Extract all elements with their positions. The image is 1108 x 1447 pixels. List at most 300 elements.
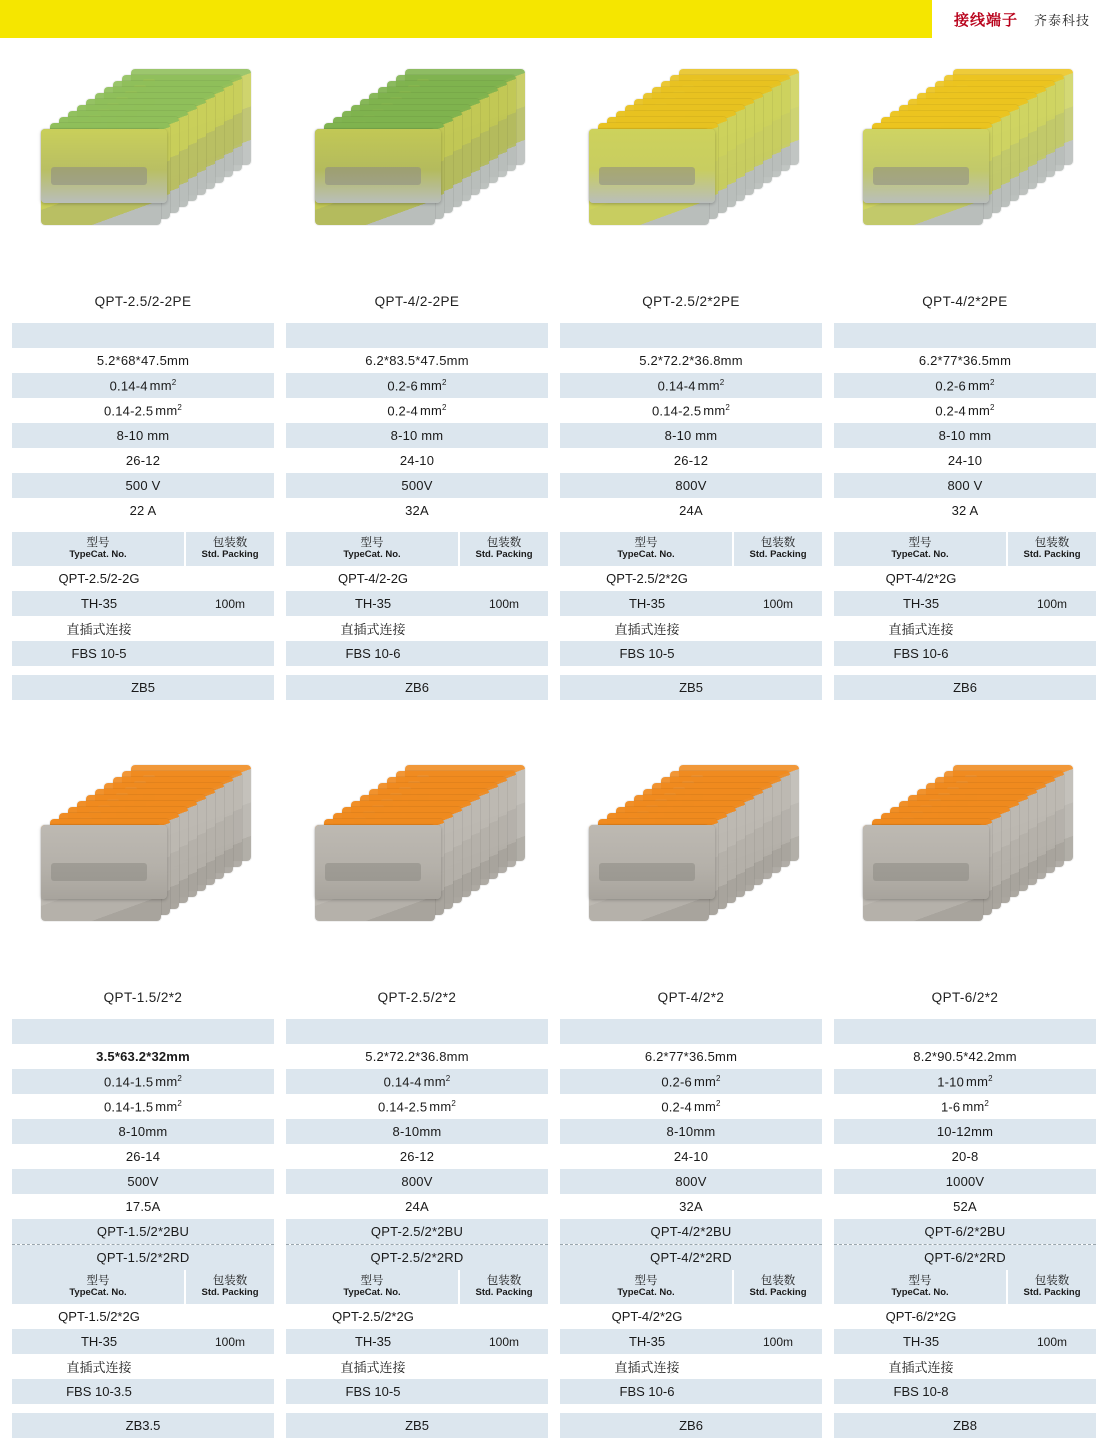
spacer [560, 666, 822, 675]
spec-row [286, 1144, 548, 1169]
spec-value: 0.2-4 $mm^2$ [661, 1098, 721, 1115]
packing-type-header-cn: 型号 [360, 1274, 384, 1287]
packing-type-header-cn: 型号 [634, 1274, 658, 1287]
spec-row [12, 498, 274, 523]
product-title: QPT-4/2*2 [657, 990, 725, 1005]
packing-row [12, 1304, 274, 1329]
packing-row [12, 616, 274, 641]
packing-qty-header [1008, 1270, 1096, 1304]
product-title: QPT-4/2*2PE [922, 294, 1008, 309]
spec-row [560, 1044, 822, 1069]
spec-row [286, 1119, 548, 1144]
packing-row [834, 1354, 1096, 1379]
spec-row [834, 1169, 1096, 1194]
packing-qty-cell [186, 616, 274, 641]
spec-value: 26-12 [399, 1149, 435, 1164]
terminal-block-illustration [581, 63, 801, 263]
packing-type-header [560, 532, 734, 566]
spec-row [12, 1069, 274, 1094]
color-variants [560, 1219, 822, 1270]
spec-value: 52A [953, 1199, 977, 1214]
packing-qty-cell [734, 1354, 822, 1379]
packing-type-header-en: TypeCat. No. [343, 1287, 401, 1299]
packing-row [560, 566, 822, 591]
packing-row [560, 1379, 822, 1404]
spec-value: 6.2*77*36.5mm [918, 353, 1012, 368]
spec-value: 32A [405, 503, 429, 518]
packing-row [286, 616, 548, 641]
spec-row [286, 323, 548, 348]
spec-row [12, 1194, 274, 1219]
packing-type-cell: TH-35 [286, 1329, 460, 1354]
spec-value: 1-10 $mm^2$ [937, 1073, 993, 1090]
packing-qty-cell: 100m [1008, 591, 1096, 616]
spec-row [834, 423, 1096, 448]
variant-bu: QPT-2.5/2*2BU [286, 1219, 548, 1244]
spec-value: 0.14-2.5 $mm^2$ [103, 402, 183, 419]
spec-value: 8-10 mm [390, 428, 444, 443]
packing-type-cell: 直插式连接 [66, 1360, 132, 1375]
spec-row [834, 498, 1096, 523]
packing-type-cell: 直插式连接 [614, 622, 680, 637]
product-column [280, 734, 554, 1438]
packing-row [286, 1354, 548, 1379]
spec-row [560, 373, 822, 398]
spec-row [12, 1144, 274, 1169]
spec-value: 0.14-4 $mm^2$ [109, 377, 177, 394]
zb-accessory: ZB5 [560, 675, 822, 700]
packing-qty-cell [1008, 641, 1096, 666]
spec-row [560, 423, 822, 448]
spec-row [12, 323, 274, 348]
product-column [828, 38, 1102, 700]
product-column [554, 38, 828, 700]
color-variants [834, 1219, 1096, 1270]
spec-value: 8.2*90.5*42.2mm [913, 1049, 1017, 1064]
spec-row [834, 1144, 1096, 1169]
packing-type-cell: QPT-2.5/2*2G [606, 571, 688, 586]
spec-row [834, 1019, 1096, 1044]
zb-accessory: ZB6 [286, 675, 548, 700]
zb-accessory: ZB8 [834, 1413, 1096, 1438]
terminal-block-illustration [307, 63, 527, 263]
terminal-block-illustration [307, 759, 527, 959]
spacer [12, 1404, 274, 1413]
product-title: QPT-2.5/2*2 [377, 990, 457, 1005]
packing-table-header [286, 532, 548, 566]
packing-qty-header-cn: 包装数 [760, 1274, 796, 1287]
spec-row [560, 1169, 822, 1194]
spec-value: 0.14-1.5 $mm^2$ [103, 1073, 183, 1090]
spec-value: 8-10 mm [116, 428, 170, 443]
packing-qty-header [734, 1270, 822, 1304]
packing-type-header [834, 532, 1008, 566]
product-photo [834, 734, 1096, 984]
spec-value: 32A [679, 1199, 703, 1214]
packing-qty-cell [460, 616, 548, 641]
spec-value: 1-6 $mm^2$ [940, 1098, 990, 1115]
terminal-block-illustration [33, 63, 253, 263]
packing-type-header-en: TypeCat. No. [69, 549, 127, 561]
spec-row [12, 448, 274, 473]
packing-qty-header-en: Std. Packing [1023, 549, 1081, 561]
spec-row [834, 1044, 1096, 1069]
packing-qty-header-cn: 包装数 [212, 536, 248, 549]
packing-row [560, 1304, 822, 1329]
packing-type-cell: QPT-2.5/2*2G [332, 1309, 414, 1324]
product-photo [12, 734, 274, 984]
zb-accessory: ZB6 [560, 1413, 822, 1438]
packing-type-cell: QPT-1.5/2*2G [58, 1309, 140, 1324]
spec-value: 800V [675, 478, 707, 493]
packing-qty-header [460, 1270, 548, 1304]
packing-type-header-cn: 型号 [908, 1274, 932, 1287]
spec-value: 0.14-4 $mm^2$ [657, 377, 725, 394]
spec-row [834, 1069, 1096, 1094]
spec-row [286, 473, 548, 498]
spec-value: 800V [675, 1174, 707, 1189]
spec-value: 5.2*72.2*36.8mm [639, 353, 743, 368]
spec-row [560, 498, 822, 523]
packing-qty-cell: 100m [460, 1329, 548, 1354]
block-pe [0, 38, 1108, 700]
spec-value: 10-12mm [936, 1124, 994, 1139]
spec-value: 6.2*77*36.5mm [644, 1049, 738, 1064]
header-company-label: 齐泰科技 [1033, 12, 1090, 28]
packing-qty-header [1008, 532, 1096, 566]
packing-table-header [834, 1270, 1096, 1304]
spacer [12, 523, 274, 532]
packing-row [286, 1304, 548, 1329]
spec-row [12, 1019, 274, 1044]
header-category-label: 接线端子 [953, 11, 1018, 29]
packing-row [12, 1379, 274, 1404]
packing-qty-header-cn: 包装数 [1034, 536, 1070, 549]
packing-type-header-en: TypeCat. No. [891, 1287, 949, 1299]
packing-row [560, 1354, 822, 1379]
packing-qty-header [186, 532, 274, 566]
packing-type-header-cn: 型号 [360, 536, 384, 549]
packing-table-header [286, 1270, 548, 1304]
product-column [554, 734, 828, 1438]
packing-type-cell: 直插式连接 [340, 1360, 406, 1375]
spec-row [286, 348, 548, 373]
spacer [834, 666, 1096, 675]
spec-row [834, 1194, 1096, 1219]
packing-row [834, 566, 1096, 591]
packing-qty-cell [460, 566, 548, 591]
packing-type-cell: QPT-4/2*2G [885, 571, 957, 586]
product-title: QPT-2.5/2*2PE [642, 294, 740, 309]
spec-row [286, 373, 548, 398]
spec-value: 22 A [129, 503, 157, 518]
spec-value: 8-10mm [118, 1124, 168, 1139]
packing-qty-header [460, 532, 548, 566]
spec-row [286, 423, 548, 448]
catalog-content [0, 38, 1108, 1438]
product-photo [286, 38, 548, 288]
packing-row [834, 616, 1096, 641]
spec-row [12, 1119, 274, 1144]
product-column [6, 734, 280, 1438]
packing-type-cell: QPT-4/2-2G [337, 571, 409, 586]
spec-value: 24A [679, 503, 703, 518]
packing-qty-cell [460, 641, 548, 666]
spec-value: 0.2-4 $mm^2$ [935, 402, 995, 419]
packing-type-cell: FBS 10-6 [286, 641, 460, 666]
spec-row [560, 398, 822, 423]
packing-qty-header-en: Std. Packing [749, 1287, 807, 1299]
packing-row [286, 1329, 548, 1354]
packing-row [286, 1379, 548, 1404]
packing-type-cell: FBS 10-5 [560, 641, 734, 666]
packing-qty-header-cn: 包装数 [760, 536, 796, 549]
spec-row [834, 1094, 1096, 1119]
product-photo [12, 38, 274, 288]
product-photo [560, 734, 822, 984]
spec-stripes [834, 323, 1096, 523]
packing-type-header-cn: 型号 [86, 536, 110, 549]
variant-bu: QPT-1.5/2*2BU [12, 1219, 274, 1244]
zb-accessory: ZB5 [286, 1413, 548, 1438]
packing-type-cell: FBS 10-3.5 [12, 1379, 186, 1404]
packing-type-cell: 直插式连接 [614, 1360, 680, 1375]
packing-type-cell: FBS 10-5 [12, 641, 186, 666]
variant-rd: QPT-2.5/2*2RD [286, 1245, 548, 1270]
packing-qty-cell: 100m [460, 591, 548, 616]
packing-qty-header-cn: 包装数 [1034, 1274, 1070, 1287]
spacer [834, 523, 1096, 532]
packing-qty-header [734, 532, 822, 566]
packing-qty-header-en: Std. Packing [475, 1287, 533, 1299]
spacer [12, 666, 274, 675]
packing-qty-cell [186, 566, 274, 591]
spec-stripes [286, 323, 548, 523]
packing-qty-cell [460, 1354, 548, 1379]
spec-row [12, 1169, 274, 1194]
packing-qty-cell [1008, 1379, 1096, 1404]
packing-qty-header-cn: 包装数 [486, 1274, 522, 1287]
spec-row [286, 448, 548, 473]
packing-row [12, 566, 274, 591]
spec-row [834, 348, 1096, 373]
spec-row [834, 448, 1096, 473]
spec-row [286, 1069, 548, 1094]
spacer [834, 1404, 1096, 1413]
packing-type-cell: 直插式连接 [888, 1360, 954, 1375]
header-brand-area [932, 0, 1108, 38]
packing-type-header-cn: 型号 [86, 1274, 110, 1287]
spec-row [560, 1094, 822, 1119]
spec-row [12, 348, 274, 373]
packing-type-cell: 直插式连接 [888, 622, 954, 637]
packing-type-cell: 直插式连接 [66, 622, 132, 637]
spec-value: 6.2*83.5*47.5mm [365, 353, 469, 368]
packing-row [12, 591, 274, 616]
packing-type-header-cn: 型号 [908, 536, 932, 549]
spec-value: 17.5A [125, 1199, 161, 1214]
spec-row [560, 1194, 822, 1219]
packing-type-header [12, 532, 186, 566]
packing-row [12, 641, 274, 666]
variant-bu: QPT-4/2*2BU [560, 1219, 822, 1244]
packing-qty-cell: 100m [734, 591, 822, 616]
packing-type-header-en: TypeCat. No. [343, 549, 401, 561]
spec-row [560, 348, 822, 373]
color-variants [286, 1219, 548, 1270]
spec-value: 24-10 [399, 453, 435, 468]
packing-qty-cell: 100m [1008, 1329, 1096, 1354]
product-column [280, 38, 554, 700]
spec-value: 0.14-4 $mm^2$ [383, 1073, 451, 1090]
packing-table-header [560, 532, 822, 566]
packing-type-cell: FBS 10-8 [834, 1379, 1008, 1404]
product-column [6, 38, 280, 700]
block-grey [0, 734, 1108, 1438]
block-spacer [0, 700, 1108, 734]
packing-type-cell: QPT-2.5/2-2G [58, 571, 140, 586]
packing-type-header-en: TypeCat. No. [617, 549, 675, 561]
packing-row [286, 591, 548, 616]
packing-row [834, 591, 1096, 616]
packing-row [560, 616, 822, 641]
product-title: QPT-2.5/2-2PE [94, 294, 192, 309]
spec-stripes [12, 1019, 274, 1219]
terminal-block-illustration [581, 759, 801, 959]
packing-type-cell: TH-35 [560, 591, 734, 616]
packing-type-cell: FBS 10-6 [834, 641, 1008, 666]
zb-accessory: ZB5 [12, 675, 274, 700]
packing-qty-cell [186, 641, 274, 666]
spec-value: 24-10 [947, 453, 983, 468]
spec-value: 5.2*72.2*36.8mm [365, 1049, 469, 1064]
packing-qty-header-en: Std. Packing [749, 549, 807, 561]
spec-row [560, 323, 822, 348]
spacer [560, 523, 822, 532]
product-title: QPT-4/2-2PE [374, 294, 460, 309]
packing-qty-cell [186, 1379, 274, 1404]
spec-value: 26-12 [125, 453, 161, 468]
spec-value: 24-10 [673, 1149, 709, 1164]
spec-row [560, 1019, 822, 1044]
spec-row [560, 1069, 822, 1094]
spec-row [286, 398, 548, 423]
packing-qty-cell [734, 641, 822, 666]
spec-value: 24A [405, 1199, 429, 1214]
spec-row [12, 1094, 274, 1119]
packing-qty-header-en: Std. Packing [201, 549, 259, 561]
spec-row [834, 1119, 1096, 1144]
spec-value: 8-10mm [392, 1124, 442, 1139]
packing-type-cell: FBS 10-6 [560, 1379, 734, 1404]
spec-row [286, 498, 548, 523]
packing-type-header [560, 1270, 734, 1304]
spec-row [12, 373, 274, 398]
spec-value: 500V [127, 1174, 159, 1189]
spec-stripes [834, 1019, 1096, 1219]
spec-row [560, 1144, 822, 1169]
packing-type-cell: TH-35 [834, 591, 1008, 616]
variant-rd: QPT-6/2*2RD [834, 1245, 1096, 1270]
packing-row [286, 566, 548, 591]
spacer [286, 1404, 548, 1413]
packing-qty-cell [460, 1379, 548, 1404]
packing-table-header [560, 1270, 822, 1304]
product-title: QPT-1.5/2*2 [103, 990, 183, 1005]
packing-row [834, 1304, 1096, 1329]
spec-value: 3.5*63.2*32mm [96, 1049, 190, 1064]
packing-row [834, 1329, 1096, 1354]
packing-type-header [286, 532, 460, 566]
spec-value: 500 V [125, 478, 161, 493]
packing-qty-header-cn: 包装数 [212, 1274, 248, 1287]
packing-type-cell: FBS 10-5 [286, 1379, 460, 1404]
packing-row [834, 1379, 1096, 1404]
product-photo [560, 38, 822, 288]
packing-type-cell: QPT-6/2*2G [885, 1309, 957, 1324]
packing-qty-header-cn: 包装数 [486, 536, 522, 549]
spacer [560, 1404, 822, 1413]
spec-value: 500V [401, 478, 433, 493]
packing-table-header [12, 1270, 274, 1304]
packing-row [560, 591, 822, 616]
packing-qty-cell [734, 566, 822, 591]
spec-row [834, 473, 1096, 498]
spec-stripes [12, 323, 274, 523]
spec-value: 8-10mm [666, 1124, 716, 1139]
spec-stripes [560, 1019, 822, 1219]
spec-row [286, 1094, 548, 1119]
product-photo [286, 734, 548, 984]
spec-value: 800V [401, 1174, 433, 1189]
spec-value: 0.2-4 $mm^2$ [387, 402, 447, 419]
packing-qty-header-en: Std. Packing [1023, 1287, 1081, 1299]
packing-qty-cell [734, 616, 822, 641]
spacer [286, 666, 548, 675]
packing-type-header-en: TypeCat. No. [69, 1287, 127, 1299]
packing-qty-cell [734, 1379, 822, 1404]
spec-value: 0.14-2.5 $mm^2$ [377, 1098, 457, 1115]
packing-type-header-cn: 型号 [634, 536, 658, 549]
spec-stripes [286, 1019, 548, 1219]
spec-row [560, 448, 822, 473]
spec-value: 8-10 mm [664, 428, 718, 443]
terminal-block-illustration [33, 759, 253, 959]
packing-table-header [12, 532, 274, 566]
spec-value: 26-12 [673, 453, 709, 468]
spec-row [12, 473, 274, 498]
spec-value: 0.2-6 $mm^2$ [935, 377, 995, 394]
spec-value: 20-8 [951, 1149, 979, 1164]
spec-row [834, 373, 1096, 398]
spec-value: 32 A [951, 503, 979, 518]
packing-row [286, 641, 548, 666]
spec-row [12, 398, 274, 423]
spec-value: 1000V [945, 1174, 985, 1189]
variant-rd: QPT-1.5/2*2RD [12, 1245, 274, 1270]
spec-value: 5.2*68*47.5mm [96, 353, 190, 368]
packing-qty-cell [1008, 1354, 1096, 1379]
spec-value: 0.2-6 $mm^2$ [387, 377, 447, 394]
packing-qty-header-en: Std. Packing [201, 1287, 259, 1299]
spec-stripes [560, 323, 822, 523]
packing-type-cell: TH-35 [834, 1329, 1008, 1354]
packing-type-cell: TH-35 [286, 591, 460, 616]
packing-qty-cell [1008, 616, 1096, 641]
product-photo [834, 38, 1096, 288]
packing-qty-cell [186, 1304, 274, 1329]
terminal-block-illustration [855, 63, 1075, 263]
